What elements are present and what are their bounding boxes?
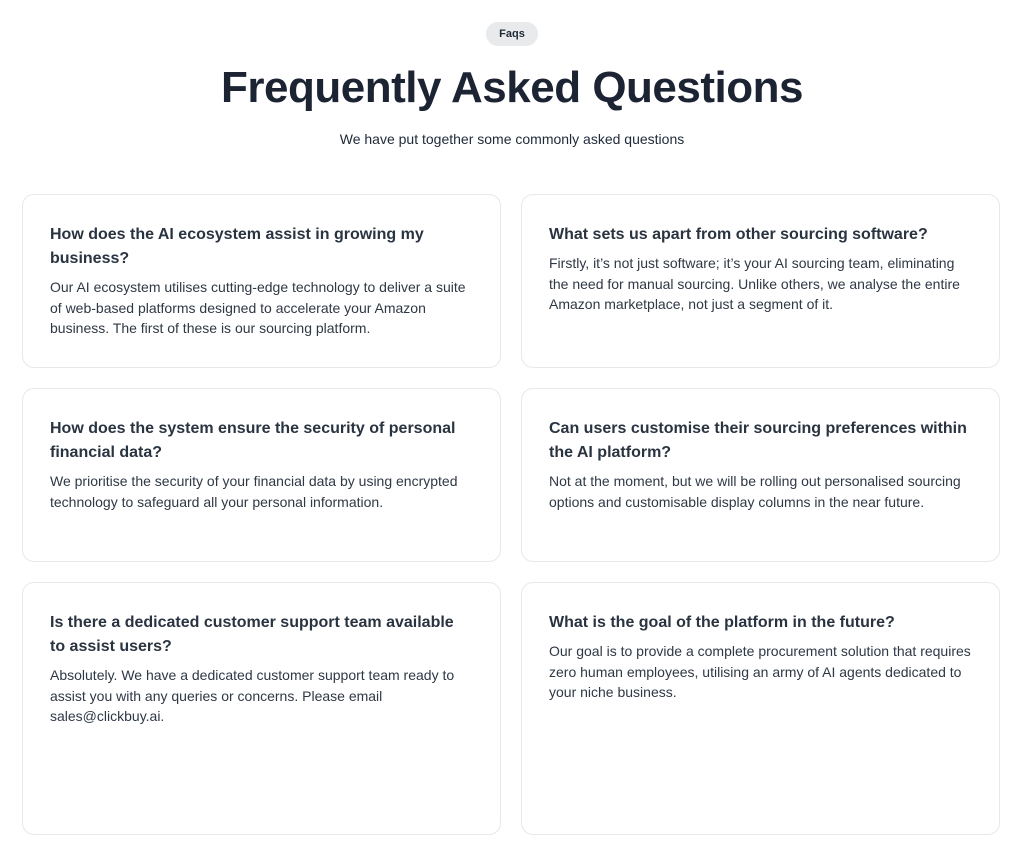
faq-card bbox=[521, 194, 1000, 368]
faq-answer: Our goal is to provide a complete procurement solution that requires zero human employees, utilising an army of AI agents dedicated to your niche business. bbox=[549, 643, 971, 700]
faq-answer: Not at the moment, but we will be rolling out personalised sourcing options and customisable display columns in the near future. bbox=[549, 473, 961, 510]
faq-question: What is the goal of the platform in the future? bbox=[549, 614, 895, 631]
faq-answer: Our AI ecosystem utilises cutting-edge technology to deliver a suite of web-based platforms designed to accelerate your Amazon business. The first of these is our sourcing platform. bbox=[50, 279, 466, 336]
faqs-badge: Faqs bbox=[486, 22, 538, 46]
faq-card bbox=[521, 388, 1000, 562]
faq-card bbox=[521, 582, 1000, 835]
faq-question: What sets us apart from other sourcing software? bbox=[549, 226, 928, 243]
faq-question: Is there a dedicated customer support team available to assist users? bbox=[50, 614, 454, 655]
faq-answer: Firstly, it’s not just software; it’s your AI sourcing team, eliminating the need for manual sourcing. Unlike others, we analyse the entire Amazon marketplace, not just a segment of it. bbox=[549, 255, 960, 312]
faq-question: How does the system ensure the security of personal financial data? bbox=[50, 420, 456, 461]
faq-header bbox=[0, 0, 1024, 148]
faq-answer: Absolutely. We have a dedicated customer support team ready to assist you with any queries or concerns. Please email sales@clickbuy.ai. bbox=[50, 667, 455, 724]
faq-question: Can users customise their sourcing preferences within the AI platform? bbox=[549, 420, 967, 461]
faq-answer: We prioritise the security of your financial data by using encrypted technology to safeguard all your personal information. bbox=[50, 473, 458, 510]
faq-question: How does the AI ecosystem assist in growing my business? bbox=[50, 226, 424, 267]
faq-card bbox=[22, 582, 501, 835]
faq-grid bbox=[22, 194, 1000, 835]
page-subtitle: We have put together some commonly asked questions bbox=[339, 131, 685, 147]
faq-card bbox=[22, 194, 501, 368]
faq-card bbox=[22, 388, 501, 562]
page-title: Frequently Asked Questions bbox=[221, 63, 803, 112]
